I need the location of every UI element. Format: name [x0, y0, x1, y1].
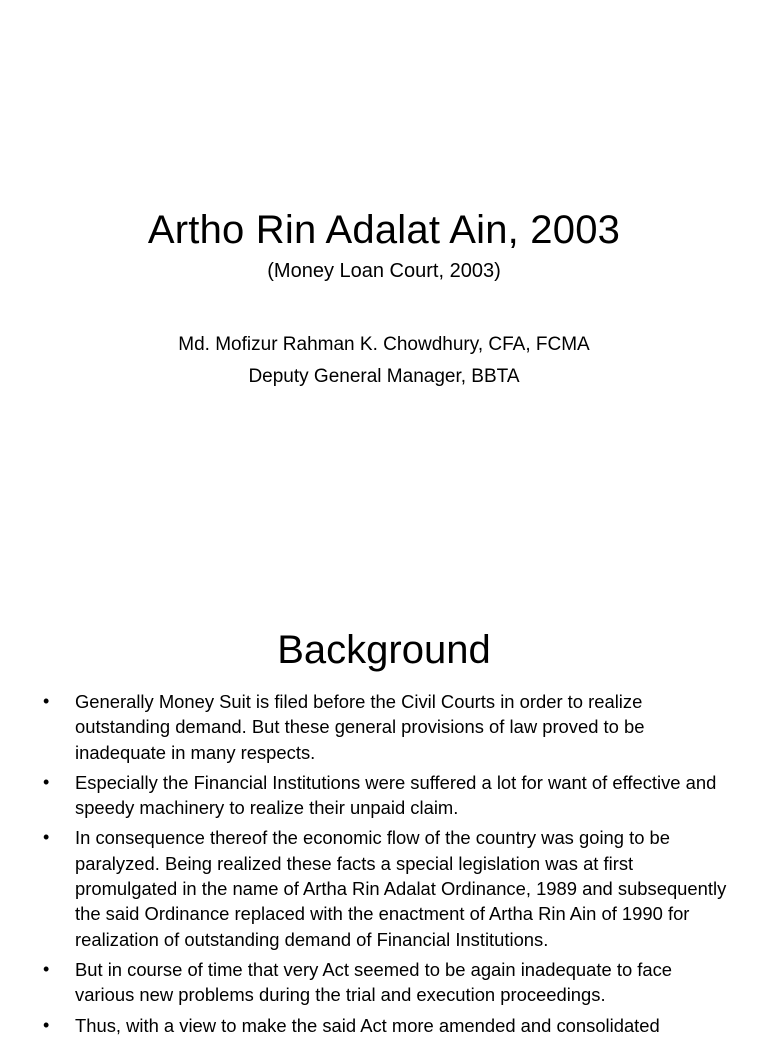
slide-subtitle: (Money Loan Court, 2003) — [267, 260, 501, 282]
bullet-text: In consequence thereof the economic flow of the country was going to be paralyzed. Being realized these facts a special legislation was at first promulgated in the name of Artha Rin Adalat Ordinance, 1989 and subsequently the said Ordinance replaced with the enactment of Artha Rin Ain of 1990 for realization of outstanding demand of Financial Institutions. — [75, 827, 727, 950]
author-role: Deputy General Manager, BBTA — [248, 366, 520, 387]
list-item — [0, 689, 768, 765]
bullet-icon: • — [43, 691, 50, 711]
background-slide — [0, 576, 768, 1036]
list-item — [0, 825, 768, 951]
bullet-icon: • — [43, 958, 50, 979]
bullet-list — [0, 689, 768, 1043]
slide-title: Artho Rin Adalat Ain, 2003 — [147, 208, 621, 252]
bullet-icon: • — [43, 771, 50, 792]
bullet-icon: • — [43, 827, 50, 848]
background-title: Background — [277, 628, 491, 672]
bullet-icon: • — [43, 1014, 50, 1035]
bullet-text: Thus, with a view to make the said Act more amended and consolidated — [75, 1014, 660, 1036]
list-item — [0, 1013, 768, 1038]
bullet-text: Generally Money Suit is filed before the Civil Courts in order to realize outstanding demand. But these general provisions of law proved to be inadequate in many respects. — [75, 691, 645, 763]
bullet-text: Especially the Financial Institutions were suffered a lot for want of effective and speedy machinery to realize their unpaid claim. — [75, 771, 717, 819]
list-item — [0, 770, 768, 821]
bullet-text: But in course of time that very Act seemed to be again inadequate to face various new problems during the trial and execution proceedings. — [75, 958, 673, 1006]
list-item — [0, 957, 768, 1008]
author-name: Md. Mofizur Rahman K. Chowdhury, CFA, FCMA — [178, 334, 590, 355]
